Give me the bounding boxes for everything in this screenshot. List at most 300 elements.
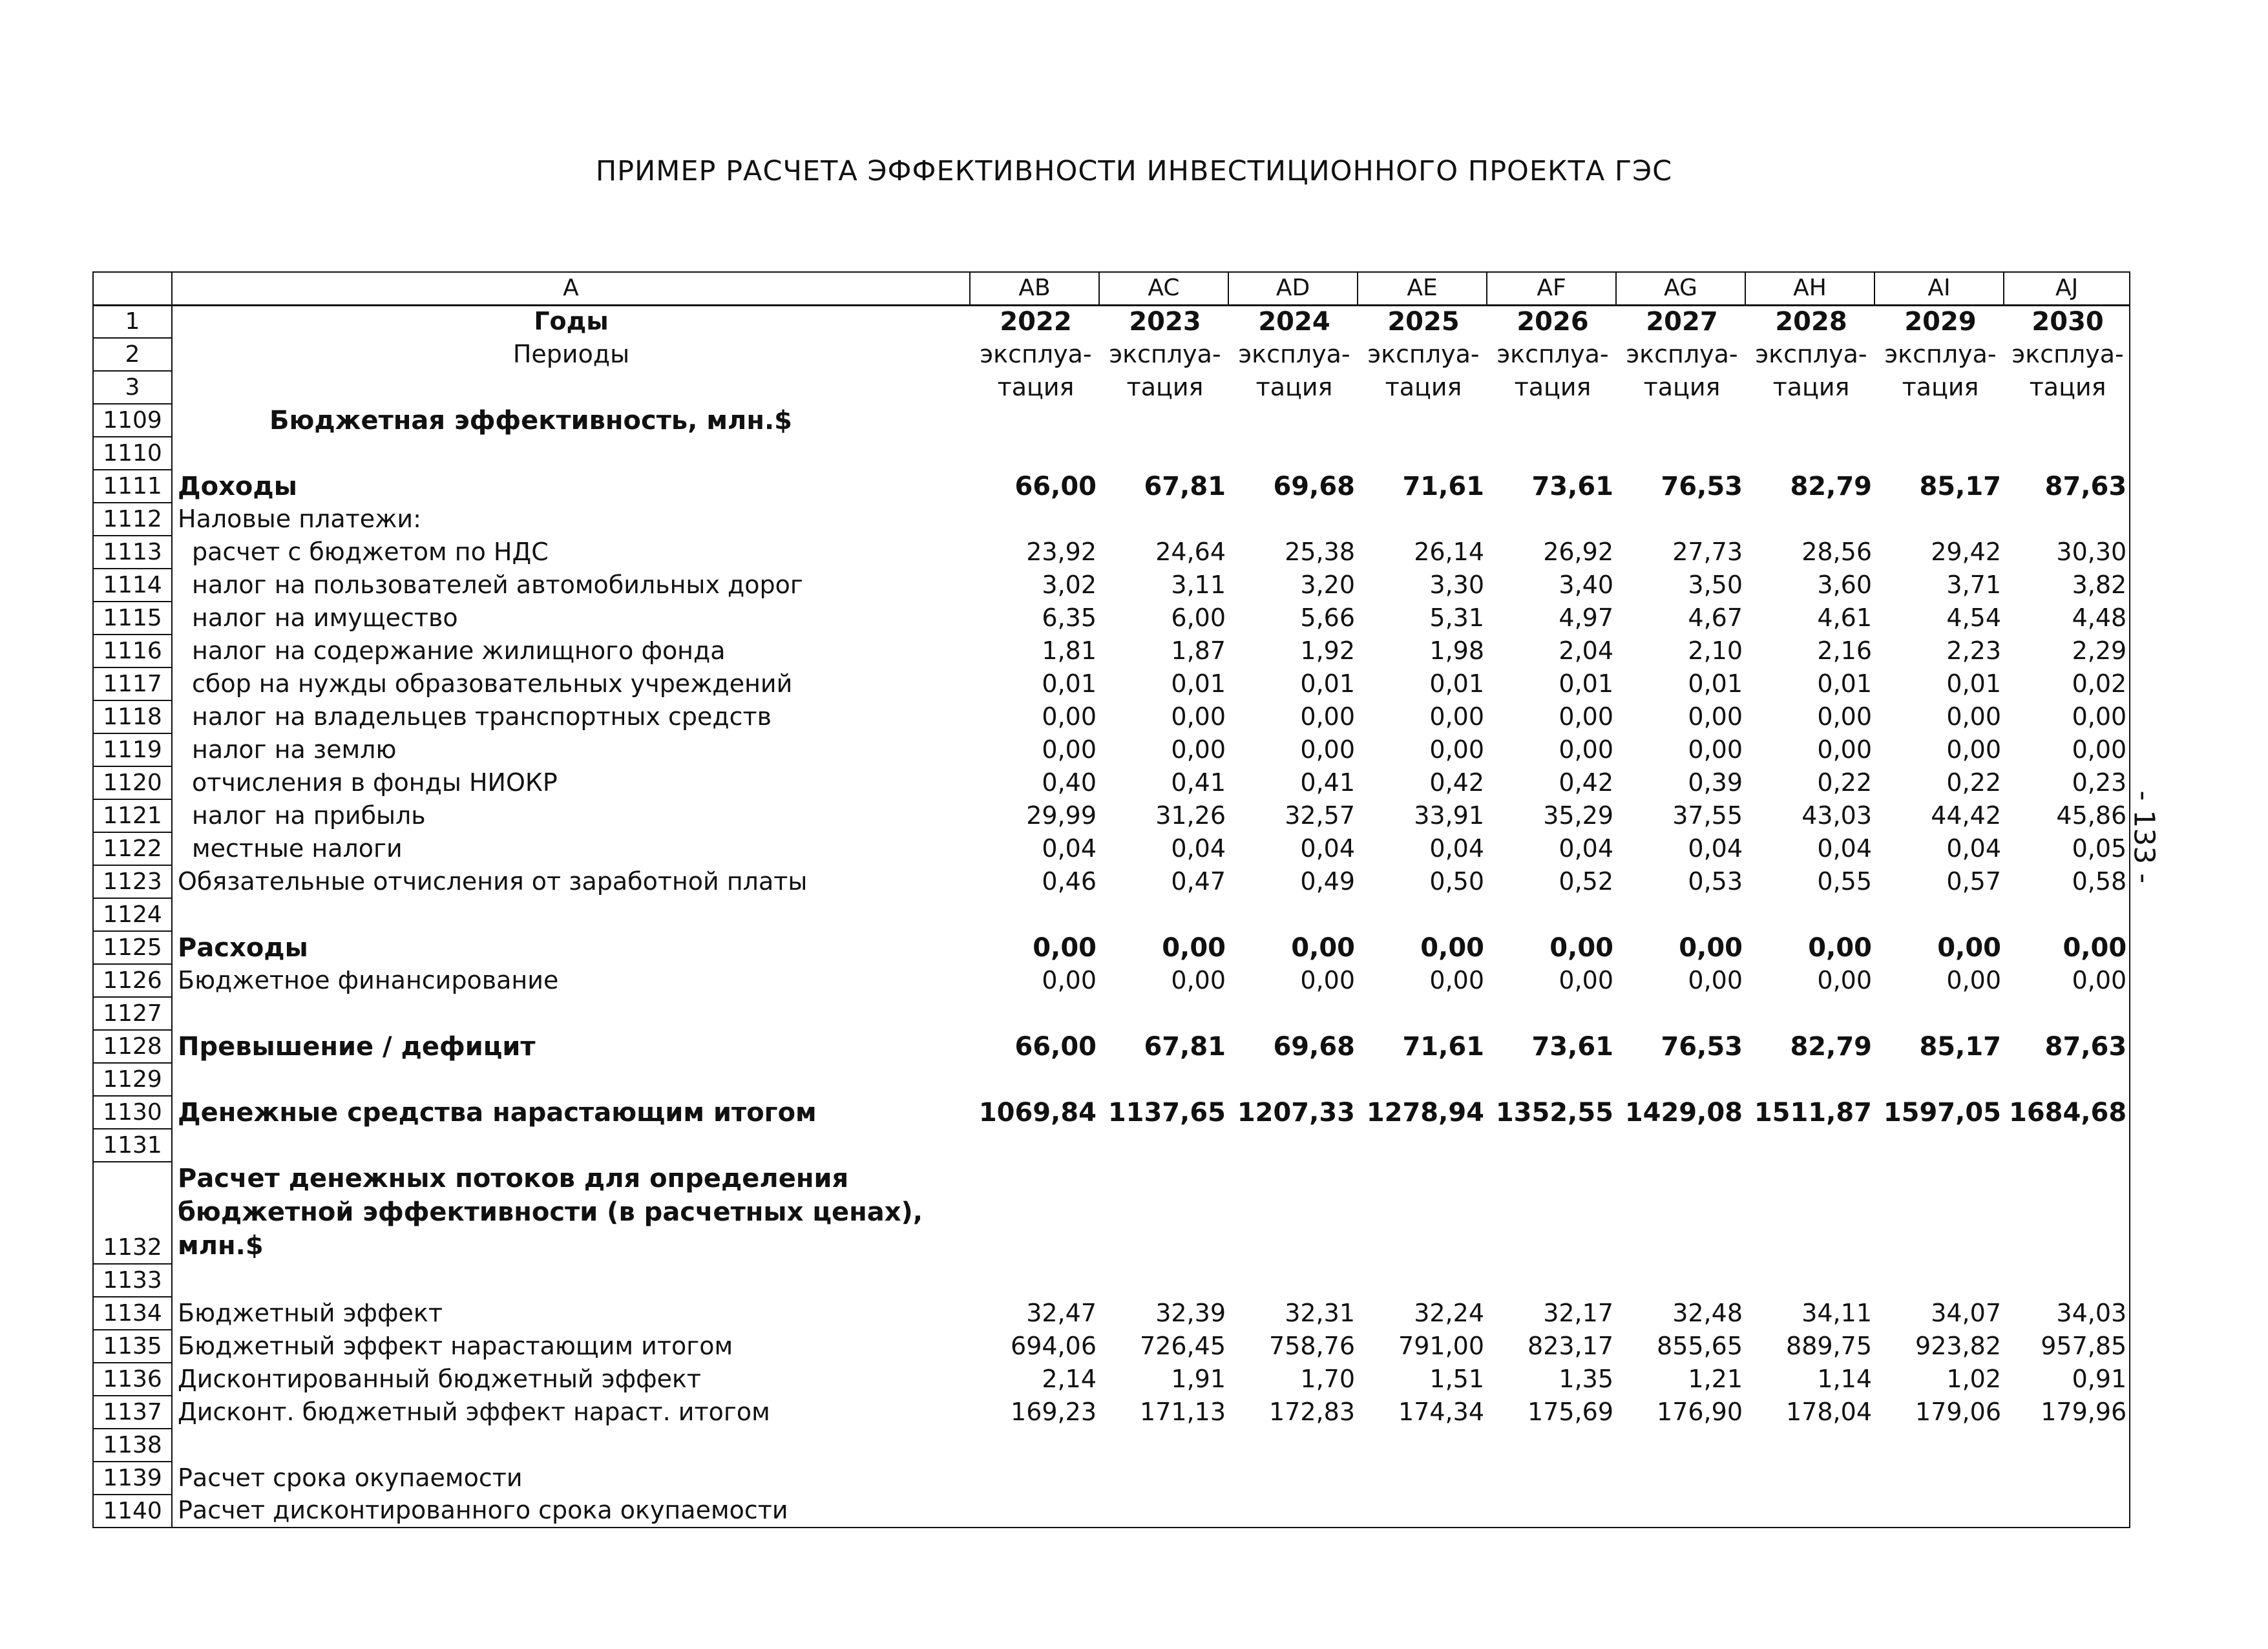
value-cell[interactable]: 44,42: [1931, 801, 2001, 830]
value-cell[interactable]: 0,49: [1300, 867, 1355, 896]
column-header[interactable]: AB: [970, 272, 1099, 305]
value-cell[interactable]: эксплуа-: [1755, 339, 1867, 368]
value-cell[interactable]: 25,38: [1285, 537, 1355, 566]
row-label[interactable]: Доходы: [178, 471, 297, 501]
value-cell[interactable]: 0,04: [1946, 834, 2001, 863]
value-cell[interactable]: 27,73: [1672, 537, 1743, 566]
value-cell[interactable]: 0,00: [2004, 700, 2130, 733]
value-cell[interactable]: 1,70: [1300, 1364, 1355, 1393]
value-cell[interactable]: [970, 437, 1099, 470]
column-header-a[interactable]: A: [172, 272, 970, 305]
value-cell[interactable]: [1099, 1162, 1228, 1264]
column-header[interactable]: AE: [1358, 272, 1487, 305]
value-cell[interactable]: эксплуа-: [1626, 339, 1738, 368]
row-label[interactable]: [172, 437, 970, 470]
value-cell[interactable]: [1616, 1462, 1745, 1495]
row-label[interactable]: Бюджетная эффективность, млн.$: [269, 405, 793, 436]
value-cell[interactable]: 0,55: [1817, 867, 1872, 896]
value-cell[interactable]: 0,41: [1171, 768, 1226, 797]
value-cell[interactable]: 23,92: [1026, 537, 1097, 566]
value-cell[interactable]: [970, 1063, 1099, 1096]
value-cell[interactable]: 3,20: [1300, 570, 1355, 599]
value-cell[interactable]: [1487, 1495, 1616, 1528]
value-cell[interactable]: 0,40: [1042, 768, 1097, 797]
value-cell[interactable]: 0,00: [1042, 965, 1097, 994]
column-header[interactable]: AF: [1487, 272, 1616, 305]
value-cell[interactable]: [1616, 1495, 1745, 1528]
row-number[interactable]: 1117: [93, 667, 172, 700]
value-cell[interactable]: 3,60: [1817, 570, 1872, 599]
value-cell[interactable]: 2024: [1258, 307, 1330, 337]
value-cell[interactable]: 71,61: [1402, 471, 1484, 501]
value-cell[interactable]: 87,63: [2004, 470, 2130, 503]
value-cell[interactable]: [1874, 503, 2004, 536]
value-cell[interactable]: [1099, 503, 1228, 536]
value-cell[interactable]: 32,57: [1285, 801, 1355, 830]
value-cell[interactable]: 0,04: [1300, 834, 1355, 863]
value-cell[interactable]: 0,04: [1817, 834, 1872, 863]
row-label[interactable]: местные налоги: [192, 834, 403, 863]
value-cell[interactable]: 37,55: [1672, 801, 1743, 830]
value-cell[interactable]: 66,00: [1014, 471, 1097, 501]
value-cell[interactable]: 1069,84: [978, 1097, 1097, 1128]
row-label[interactable]: налог на прибыль: [192, 801, 426, 830]
value-cell[interactable]: [1745, 1429, 1874, 1462]
value-cell[interactable]: 69,68: [1273, 471, 1355, 501]
column-header[interactable]: AJ: [2004, 272, 2130, 305]
value-cell[interactable]: [1616, 1063, 1745, 1096]
value-cell[interactable]: [1358, 997, 1487, 1030]
value-cell[interactable]: 2,10: [1688, 636, 1743, 665]
row-label[interactable]: [172, 1063, 970, 1096]
value-cell[interactable]: 2029: [1904, 307, 1977, 337]
value-cell[interactable]: 1,21: [1688, 1364, 1743, 1393]
value-cell[interactable]: [970, 1462, 1099, 1495]
value-cell[interactable]: 67,81: [1144, 471, 1226, 501]
row-label[interactable]: налог на владельцев транспортных средств: [192, 702, 772, 731]
value-cell[interactable]: эксплуа-: [1884, 339, 1997, 368]
row-number[interactable]: 1140: [93, 1495, 172, 1528]
value-cell[interactable]: [1874, 1162, 2004, 1264]
value-cell[interactable]: 30,30: [2004, 536, 2130, 569]
value-cell[interactable]: тация: [1514, 372, 1591, 401]
value-cell[interactable]: 2022: [1000, 307, 1072, 337]
value-cell[interactable]: 4,61: [1817, 603, 1872, 632]
row-label[interactable]: налог на пользователей автомобильных дорог: [192, 570, 803, 599]
value-cell[interactable]: 0,52: [1559, 867, 1613, 896]
row-label[interactable]: Дисконтированный бюджетный эффект: [178, 1364, 702, 1393]
column-header[interactable]: AD: [1228, 272, 1358, 305]
value-cell[interactable]: [2004, 1063, 2130, 1096]
value-cell[interactable]: 3,71: [1946, 570, 2001, 599]
value-cell[interactable]: [1358, 437, 1487, 470]
value-cell[interactable]: 0,00: [1171, 735, 1226, 764]
value-cell[interactable]: 3,02: [1042, 570, 1097, 599]
value-cell[interactable]: [970, 997, 1099, 1030]
value-cell[interactable]: 0,05: [2004, 832, 2130, 865]
row-number[interactable]: 1116: [93, 635, 172, 667]
row-number[interactable]: 1137: [93, 1396, 172, 1429]
value-cell[interactable]: 5,31: [1429, 603, 1484, 632]
value-cell[interactable]: [1099, 898, 1228, 931]
value-cell[interactable]: 0,00: [1946, 735, 2001, 764]
value-cell[interactable]: 32,17: [1543, 1298, 1613, 1327]
value-cell[interactable]: 172,83: [1269, 1397, 1355, 1426]
value-cell[interactable]: [1487, 1462, 1616, 1495]
row-label[interactable]: Превышение / дефицит: [178, 1031, 536, 1062]
value-cell[interactable]: [970, 898, 1099, 931]
value-cell[interactable]: 694,06: [1011, 1331, 1097, 1360]
row-number[interactable]: 1130: [93, 1096, 172, 1129]
value-cell[interactable]: 0,04: [1429, 834, 1484, 863]
value-cell[interactable]: [1745, 1462, 1874, 1495]
value-cell[interactable]: 726,45: [1140, 1331, 1226, 1360]
value-cell[interactable]: [1228, 898, 1358, 931]
value-cell[interactable]: [1745, 898, 1874, 931]
column-header[interactable]: AG: [1616, 272, 1745, 305]
value-cell[interactable]: тация: [1255, 372, 1333, 401]
value-cell[interactable]: 0,00: [1300, 735, 1355, 764]
value-cell[interactable]: [1487, 1129, 1616, 1162]
value-cell[interactable]: 1511,87: [1754, 1097, 1872, 1128]
value-cell[interactable]: [1745, 404, 1874, 437]
value-cell[interactable]: 0,39: [1688, 768, 1743, 797]
value-cell[interactable]: 0,00: [2004, 931, 2130, 964]
value-cell[interactable]: 923,82: [1915, 1331, 2001, 1360]
value-cell[interactable]: 0,00: [1679, 932, 1743, 963]
row-label[interactable]: Расчет денежных потоков для определения бюджетной эффективности (в расчетных ценах), млн.$: [178, 1164, 923, 1261]
value-cell[interactable]: 0,01: [1688, 669, 1743, 698]
value-cell[interactable]: 171,13: [1140, 1397, 1226, 1426]
value-cell[interactable]: [1874, 997, 2004, 1030]
value-cell[interactable]: 0,41: [1300, 768, 1355, 797]
row-label[interactable]: отчисления в фонды НИОКР: [192, 768, 558, 797]
row-number[interactable]: 1132: [93, 1162, 172, 1264]
value-cell[interactable]: 0,01: [1946, 669, 2001, 698]
value-cell[interactable]: [1358, 1495, 1487, 1528]
value-cell[interactable]: эксплуа-: [1367, 339, 1480, 368]
value-cell[interactable]: 0,01: [1817, 669, 1872, 698]
value-cell[interactable]: 5,66: [1300, 603, 1355, 632]
value-cell[interactable]: 29,99: [1026, 801, 1097, 830]
value-cell[interactable]: [1487, 898, 1616, 931]
value-cell[interactable]: 0,53: [1688, 867, 1743, 896]
column-header[interactable]: AC: [1099, 272, 1228, 305]
value-cell[interactable]: 26,92: [1543, 537, 1613, 566]
value-cell[interactable]: [1228, 1462, 1358, 1495]
row-number[interactable]: 1129: [93, 1063, 172, 1096]
value-cell[interactable]: 1,14: [1817, 1364, 1872, 1393]
value-cell[interactable]: [2004, 503, 2130, 536]
value-cell[interactable]: 6,35: [1042, 603, 1097, 632]
value-cell[interactable]: [1616, 1264, 1745, 1297]
value-cell[interactable]: [1358, 404, 1487, 437]
row-label[interactable]: сбор на нужды образовательных учреждений: [192, 669, 793, 698]
value-cell[interactable]: [2004, 898, 2130, 931]
value-cell[interactable]: [970, 503, 1099, 536]
row-label[interactable]: Годы: [534, 307, 609, 336]
value-cell[interactable]: 67,81: [1144, 1031, 1226, 1062]
row-label[interactable]: [172, 898, 970, 931]
value-cell[interactable]: [970, 1264, 1099, 1297]
value-cell[interactable]: [1745, 1063, 1874, 1096]
value-cell[interactable]: 3,40: [1559, 570, 1613, 599]
value-cell[interactable]: 87,63: [2004, 1030, 2130, 1063]
value-cell[interactable]: 2023: [1129, 307, 1201, 337]
value-cell[interactable]: [1358, 1129, 1487, 1162]
row-number[interactable]: 1131: [93, 1129, 172, 1162]
row-number[interactable]: 1121: [93, 799, 172, 832]
value-cell[interactable]: [1228, 1429, 1358, 1462]
value-cell[interactable]: 0,00: [1162, 932, 1226, 963]
value-cell[interactable]: эксплуа-: [2004, 338, 2130, 371]
value-cell[interactable]: [1358, 1264, 1487, 1297]
value-cell[interactable]: 73,61: [1531, 471, 1613, 501]
value-cell[interactable]: 2026: [1517, 307, 1589, 337]
value-cell[interactable]: 32,48: [1672, 1298, 1743, 1327]
value-cell[interactable]: [1099, 1429, 1228, 1462]
value-cell[interactable]: 175,69: [1528, 1397, 1613, 1426]
value-cell[interactable]: 0,00: [1559, 735, 1613, 764]
row-label[interactable]: Бюджетный эффект нарастающим итогом: [178, 1331, 733, 1360]
value-cell[interactable]: 174,34: [1398, 1397, 1484, 1426]
value-cell[interactable]: 1137,65: [1108, 1097, 1226, 1128]
value-cell[interactable]: 0,00: [1549, 932, 1613, 963]
value-cell[interactable]: [1228, 1063, 1358, 1096]
value-cell[interactable]: 3,30: [1429, 570, 1484, 599]
value-cell[interactable]: [1745, 1162, 1874, 1264]
value-cell[interactable]: 0,50: [1429, 867, 1484, 896]
value-cell[interactable]: эксплуа-: [1238, 339, 1350, 368]
row-number[interactable]: 1110: [93, 437, 172, 470]
value-cell[interactable]: [1358, 1462, 1487, 1495]
value-cell[interactable]: 2027: [1646, 307, 1718, 337]
value-cell[interactable]: [1487, 503, 1616, 536]
value-cell[interactable]: [2004, 1495, 2130, 1528]
value-cell[interactable]: [1099, 997, 1228, 1030]
row-label[interactable]: [172, 1264, 970, 1297]
row-number[interactable]: 1134: [93, 1297, 172, 1330]
row-number[interactable]: 3: [93, 371, 172, 404]
value-cell[interactable]: 855,65: [1657, 1331, 1743, 1360]
value-cell[interactable]: 0,00: [1300, 702, 1355, 731]
value-cell[interactable]: 4,48: [2004, 602, 2130, 635]
value-cell[interactable]: 0,04: [1688, 834, 1743, 863]
row-label[interactable]: Расчет срока окупаемости: [178, 1463, 523, 1492]
value-cell[interactable]: 0,04: [1042, 834, 1097, 863]
value-cell[interactable]: [1487, 1063, 1616, 1096]
value-cell[interactable]: 1,92: [1300, 636, 1355, 665]
value-cell[interactable]: 6,00: [1171, 603, 1226, 632]
value-cell[interactable]: [1228, 1495, 1358, 1528]
value-cell[interactable]: [1745, 503, 1874, 536]
value-cell[interactable]: 0,00: [1817, 735, 1872, 764]
row-number[interactable]: 1115: [93, 602, 172, 635]
value-cell[interactable]: 0,91: [2004, 1363, 2130, 1396]
value-cell[interactable]: 823,17: [1528, 1331, 1613, 1360]
value-cell[interactable]: 32,24: [1414, 1298, 1484, 1327]
row-number[interactable]: 1: [93, 305, 172, 338]
value-cell[interactable]: 758,76: [1269, 1331, 1355, 1360]
value-cell[interactable]: [1228, 437, 1358, 470]
value-cell[interactable]: 2,14: [1042, 1364, 1097, 1393]
value-cell[interactable]: 1,91: [1171, 1364, 1226, 1393]
row-number[interactable]: 1136: [93, 1363, 172, 1396]
value-cell[interactable]: [1874, 898, 2004, 931]
value-cell[interactable]: 0,00: [1817, 702, 1872, 731]
row-number[interactable]: 1118: [93, 700, 172, 733]
value-cell[interactable]: 71,61: [1402, 1031, 1484, 1062]
value-cell[interactable]: [1616, 1129, 1745, 1162]
value-cell[interactable]: 178,04: [1786, 1397, 1872, 1426]
value-cell[interactable]: [1745, 1264, 1874, 1297]
value-cell[interactable]: 2025: [1387, 307, 1460, 337]
value-cell[interactable]: 4,54: [1946, 603, 2001, 632]
value-cell[interactable]: [1874, 1264, 2004, 1297]
row-label[interactable]: Дисконт. бюджетный эффект нараст. итогом: [178, 1397, 770, 1426]
value-cell[interactable]: 32,31: [1285, 1298, 1355, 1327]
row-number[interactable]: 1113: [93, 536, 172, 569]
row-number[interactable]: 1114: [93, 569, 172, 602]
value-cell[interactable]: 1597,05: [1883, 1097, 2001, 1128]
value-cell[interactable]: 73,61: [1531, 1031, 1613, 1062]
value-cell[interactable]: 0,42: [1559, 768, 1613, 797]
value-cell[interactable]: [1099, 1063, 1228, 1096]
row-number[interactable]: 1119: [93, 733, 172, 766]
value-cell[interactable]: [1874, 1495, 2004, 1528]
row-number[interactable]: 1109: [93, 404, 172, 437]
value-cell[interactable]: 0,57: [1946, 867, 2001, 896]
value-cell[interactable]: 957,85: [2004, 1330, 2130, 1363]
value-cell[interactable]: 0,00: [1042, 735, 1097, 764]
value-cell[interactable]: [1487, 1264, 1616, 1297]
value-cell[interactable]: [1745, 1495, 1874, 1528]
corner-cell[interactable]: [93, 272, 172, 305]
row-number[interactable]: 1120: [93, 766, 172, 799]
column-header[interactable]: AH: [1745, 272, 1874, 305]
value-cell[interactable]: [1616, 1429, 1745, 1462]
value-cell[interactable]: 1684,68: [2004, 1096, 2130, 1129]
value-cell[interactable]: [1487, 1429, 1616, 1462]
row-number[interactable]: 1127: [93, 997, 172, 1030]
value-cell[interactable]: [2004, 997, 2130, 1030]
value-cell[interactable]: [1099, 437, 1228, 470]
value-cell[interactable]: [1874, 437, 2004, 470]
value-cell[interactable]: 0,00: [1429, 735, 1484, 764]
row-number[interactable]: 1112: [93, 503, 172, 536]
value-cell[interactable]: 2028: [1775, 307, 1847, 337]
value-cell[interactable]: 2,29: [2004, 635, 2130, 667]
value-cell[interactable]: 176,90: [1657, 1397, 1743, 1426]
value-cell[interactable]: 0,01: [1300, 669, 1355, 698]
value-cell[interactable]: 66,00: [1014, 1031, 1097, 1062]
value-cell[interactable]: 169,23: [1011, 1397, 1097, 1426]
value-cell[interactable]: [1874, 1462, 2004, 1495]
value-cell[interactable]: 0,00: [1688, 965, 1743, 994]
value-cell[interactable]: 33,91: [1414, 801, 1484, 830]
value-cell[interactable]: эксплуа-: [1496, 339, 1609, 368]
value-cell[interactable]: 1352,55: [1495, 1097, 1613, 1128]
value-cell[interactable]: 4,67: [1688, 603, 1743, 632]
value-cell[interactable]: 0,01: [1429, 669, 1484, 698]
value-cell[interactable]: [2004, 404, 2130, 437]
value-cell[interactable]: 0,00: [1808, 932, 1872, 963]
value-cell[interactable]: 0,00: [1033, 932, 1097, 963]
value-cell[interactable]: 82,79: [1790, 1031, 1872, 1062]
value-cell[interactable]: [2004, 1264, 2130, 1297]
value-cell[interactable]: [1745, 437, 1874, 470]
value-cell[interactable]: [1745, 997, 1874, 1030]
value-cell[interactable]: 3,82: [2004, 569, 2130, 602]
row-label[interactable]: налог на содержание жилищного фонда: [192, 636, 726, 665]
value-cell[interactable]: 0,00: [2004, 964, 2130, 997]
value-cell[interactable]: 0,22: [1817, 768, 1872, 797]
value-cell[interactable]: 28,56: [1801, 537, 1872, 566]
value-cell[interactable]: 791,00: [1398, 1331, 1484, 1360]
value-cell[interactable]: тация: [997, 372, 1075, 401]
value-cell[interactable]: [1487, 437, 1616, 470]
row-label[interactable]: Расчет дисконтированного срока окупаемости: [172, 1495, 970, 1528]
value-cell[interactable]: [1745, 1129, 1874, 1162]
row-label[interactable]: налог на землю: [192, 735, 397, 764]
row-number[interactable]: 1122: [93, 832, 172, 865]
value-cell[interactable]: [2004, 1129, 2130, 1162]
value-cell[interactable]: [2004, 1429, 2130, 1462]
value-cell[interactable]: [970, 1162, 1099, 1264]
value-cell[interactable]: 0,00: [1429, 702, 1484, 731]
row-number[interactable]: 1123: [93, 865, 172, 898]
value-cell[interactable]: тация: [2004, 371, 2130, 404]
value-cell[interactable]: 43,03: [1801, 801, 1872, 830]
row-label[interactable]: Денежные средства нарастающим итогом: [178, 1097, 817, 1128]
value-cell[interactable]: [1487, 404, 1616, 437]
row-number[interactable]: 1111: [93, 470, 172, 503]
value-cell[interactable]: 0,00: [1042, 702, 1097, 731]
value-cell[interactable]: [1616, 503, 1745, 536]
value-cell[interactable]: 0,00: [1937, 932, 2001, 963]
value-cell[interactable]: 0,00: [1946, 965, 2001, 994]
value-cell[interactable]: [2004, 1462, 2130, 1495]
value-cell[interactable]: 32,39: [1155, 1298, 1226, 1327]
value-cell[interactable]: [1874, 404, 2004, 437]
value-cell[interactable]: [1616, 997, 1745, 1030]
value-cell[interactable]: [1616, 437, 1745, 470]
value-cell[interactable]: 179,06: [1915, 1397, 2001, 1426]
value-cell[interactable]: 0,02: [2004, 667, 2130, 700]
value-cell[interactable]: 82,79: [1790, 471, 1872, 501]
value-cell[interactable]: 0,00: [1300, 965, 1355, 994]
value-cell[interactable]: 0,22: [1946, 768, 2001, 797]
value-cell[interactable]: [1099, 1264, 1228, 1297]
value-cell[interactable]: 4,97: [1559, 603, 1613, 632]
value-cell[interactable]: [1616, 1162, 1745, 1264]
value-cell[interactable]: 2030: [2004, 305, 2130, 338]
row-number[interactable]: 2: [93, 338, 172, 371]
value-cell[interactable]: 1,35: [1559, 1364, 1613, 1393]
value-cell[interactable]: 0,00: [2004, 733, 2130, 766]
value-cell[interactable]: 0,00: [1688, 735, 1743, 764]
value-cell[interactable]: [1228, 503, 1358, 536]
value-cell[interactable]: тация: [1902, 372, 1979, 401]
value-cell[interactable]: [970, 1495, 1099, 1528]
value-cell[interactable]: 1,98: [1429, 636, 1484, 665]
value-cell[interactable]: 0,00: [1559, 702, 1613, 731]
value-cell[interactable]: [1228, 1264, 1358, 1297]
value-cell[interactable]: 1,81: [1042, 636, 1097, 665]
value-cell[interactable]: тация: [1643, 372, 1721, 401]
row-label[interactable]: Бюджетный эффект: [178, 1298, 443, 1327]
value-cell[interactable]: 26,14: [1414, 537, 1484, 566]
